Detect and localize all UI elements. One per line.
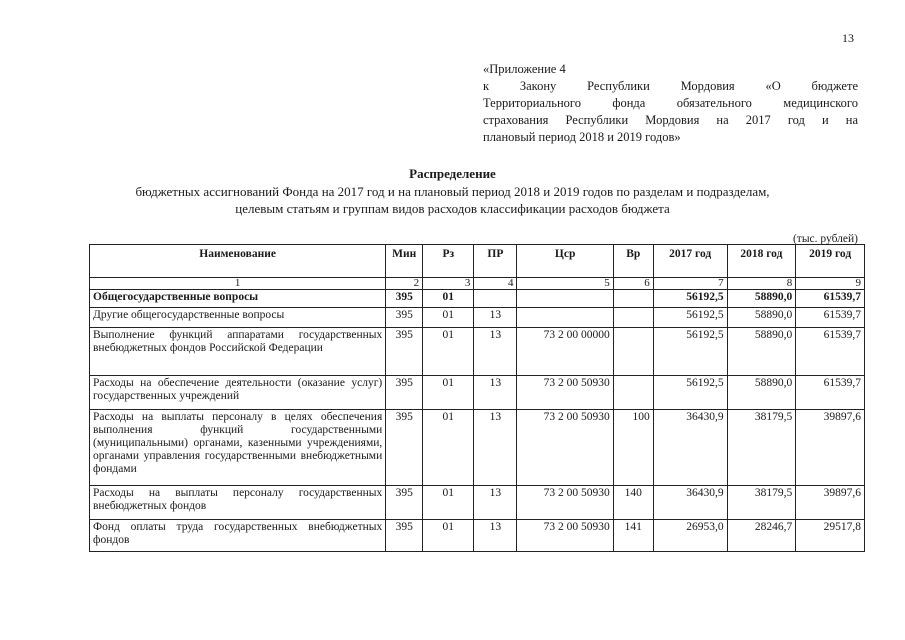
- row-name: Фонд оплаты труда государственных внебюджетных фондов: [90, 520, 386, 552]
- row-min: 395: [386, 328, 423, 376]
- units-label: (тыс. рублей): [792, 233, 858, 245]
- row-vr: 141: [613, 520, 653, 552]
- row-vr: 100: [613, 410, 653, 486]
- document-title: Распределение: [409, 166, 496, 181]
- table-row: [90, 328, 865, 376]
- header-2019: 2019 год: [796, 245, 865, 278]
- header-vr: Вр: [613, 245, 653, 278]
- table-header-row: [90, 245, 865, 278]
- table-row: [90, 308, 865, 328]
- row-csr: 73 2 00 50930: [517, 520, 613, 552]
- row-pr: 13: [474, 486, 517, 520]
- col-number: 8: [727, 278, 796, 290]
- table-row: [90, 520, 865, 552]
- row-csr: 73 2 00 50930: [517, 376, 613, 410]
- row-2019: 39897,6: [796, 410, 865, 486]
- row-2018: 38179,5: [727, 486, 796, 520]
- row-min: 395: [386, 486, 423, 520]
- row-rz: 01: [423, 328, 474, 376]
- row-min: 395: [386, 376, 423, 410]
- row-vr: [613, 308, 653, 328]
- header-2017: 2017 год: [653, 245, 727, 278]
- row-2017: 36430,9: [653, 486, 727, 520]
- row-2018: 38179,5: [727, 410, 796, 486]
- annex-line-2: к Закону Республики Мордовия «О бюджете: [483, 79, 858, 93]
- row-name: Расходы на выплаты персоналу в целях обеспечения выполнения функций государственными (муниципальными) органами, казенными учреждениями, органами управления государственными внебюджетными фондами: [90, 410, 386, 486]
- row-2017: 56192,5: [653, 328, 727, 376]
- row-2019: 61539,7: [796, 308, 865, 328]
- header-name: Наименование: [90, 245, 386, 278]
- row-rz: 01: [423, 410, 474, 486]
- row-2018: 28246,7: [727, 520, 796, 552]
- col-number: 6: [613, 278, 653, 290]
- subtitle-line-1: бюджетных ассигнований Фонда на 2017 год и на плановый период 2018 и 2019 годов по разделам и подразделам,: [135, 184, 770, 199]
- header-min: Мин: [386, 245, 423, 278]
- document-subtitle: [40, 183, 865, 217]
- page-number: 13: [842, 31, 854, 45]
- row-csr: [517, 308, 613, 328]
- col-number: 4: [474, 278, 517, 290]
- row-vr: [613, 290, 653, 308]
- row-min: 395: [386, 520, 423, 552]
- col-number: 9: [796, 278, 865, 290]
- subtitle-line-2: целевым статьям и группам видов расходов классификации расходов бюджета: [235, 201, 670, 216]
- row-2017: 26953,0: [653, 520, 727, 552]
- col-number: 7: [653, 278, 727, 290]
- row-2018: 58890,0: [727, 308, 796, 328]
- column-number-row: [90, 278, 865, 290]
- row-2017: 56192,5: [653, 376, 727, 410]
- row-vr: [613, 376, 653, 410]
- row-rz: 01: [423, 376, 474, 410]
- budget-table: [89, 244, 865, 552]
- annex-line-1: «Приложение 4: [483, 62, 566, 76]
- annex-line-5: плановый период 2018 и 2019 годов»: [483, 130, 681, 144]
- row-rz: 01: [423, 520, 474, 552]
- row-rz: 01: [423, 290, 474, 308]
- row-csr: [517, 290, 613, 308]
- col-number: 2: [386, 278, 423, 290]
- row-min: 395: [386, 410, 423, 486]
- row-name: Общегосударственные вопросы: [90, 290, 386, 308]
- header-2018: 2018 год: [727, 245, 796, 278]
- header-pr: ПР: [474, 245, 517, 278]
- row-2017: 56192,5: [653, 308, 727, 328]
- annex-line-3: Территориального фонда обязательного медицинского: [483, 96, 858, 110]
- row-name: Выполнение функций аппаратами государственных внебюджетных фондов Российской Федерации: [90, 328, 386, 376]
- annex-header: [483, 61, 858, 146]
- row-2017: 36430,9: [653, 410, 727, 486]
- col-number: 3: [423, 278, 474, 290]
- row-pr: 13: [474, 308, 517, 328]
- table-row: [90, 410, 865, 486]
- table-row: [90, 376, 865, 410]
- row-2019: 61539,7: [796, 376, 865, 410]
- row-pr: [474, 290, 517, 308]
- row-rz: 01: [423, 486, 474, 520]
- row-2019: 29517,8: [796, 520, 865, 552]
- row-name: Другие общегосударственные вопросы: [90, 308, 386, 328]
- row-csr: 73 2 00 50930: [517, 410, 613, 486]
- row-2018: 58890,0: [727, 376, 796, 410]
- annex-line-4: страхования Республики Мордовия на 2017 год и на: [483, 113, 858, 127]
- row-vr: [613, 328, 653, 376]
- row-2019: 61539,7: [796, 290, 865, 308]
- row-pr: 13: [474, 328, 517, 376]
- row-name: Расходы на обеспечение деятельности (оказание услуг) государственных учреждений: [90, 376, 386, 410]
- row-min: 395: [386, 308, 423, 328]
- row-2019: 61539,7: [796, 328, 865, 376]
- row-vr: 140: [613, 486, 653, 520]
- col-number: 1: [90, 278, 386, 290]
- row-2017: 56192,5: [653, 290, 727, 308]
- row-csr: 73 2 00 50930: [517, 486, 613, 520]
- row-pr: 13: [474, 376, 517, 410]
- row-rz: 01: [423, 308, 474, 328]
- col-number: 5: [517, 278, 613, 290]
- row-2018: 58890,0: [727, 328, 796, 376]
- table-row: [90, 290, 865, 308]
- row-name: Расходы на выплаты персоналу государственных внебюджетных фондов: [90, 486, 386, 520]
- row-2019: 39897,6: [796, 486, 865, 520]
- row-pr: 13: [474, 410, 517, 486]
- row-csr: 73 2 00 00000: [517, 328, 613, 376]
- header-csr: Цср: [517, 245, 613, 278]
- table-row: [90, 486, 865, 520]
- row-2018: 58890,0: [727, 290, 796, 308]
- row-min: 395: [386, 290, 423, 308]
- row-pr: 13: [474, 520, 517, 552]
- header-rz: Рз: [423, 245, 474, 278]
